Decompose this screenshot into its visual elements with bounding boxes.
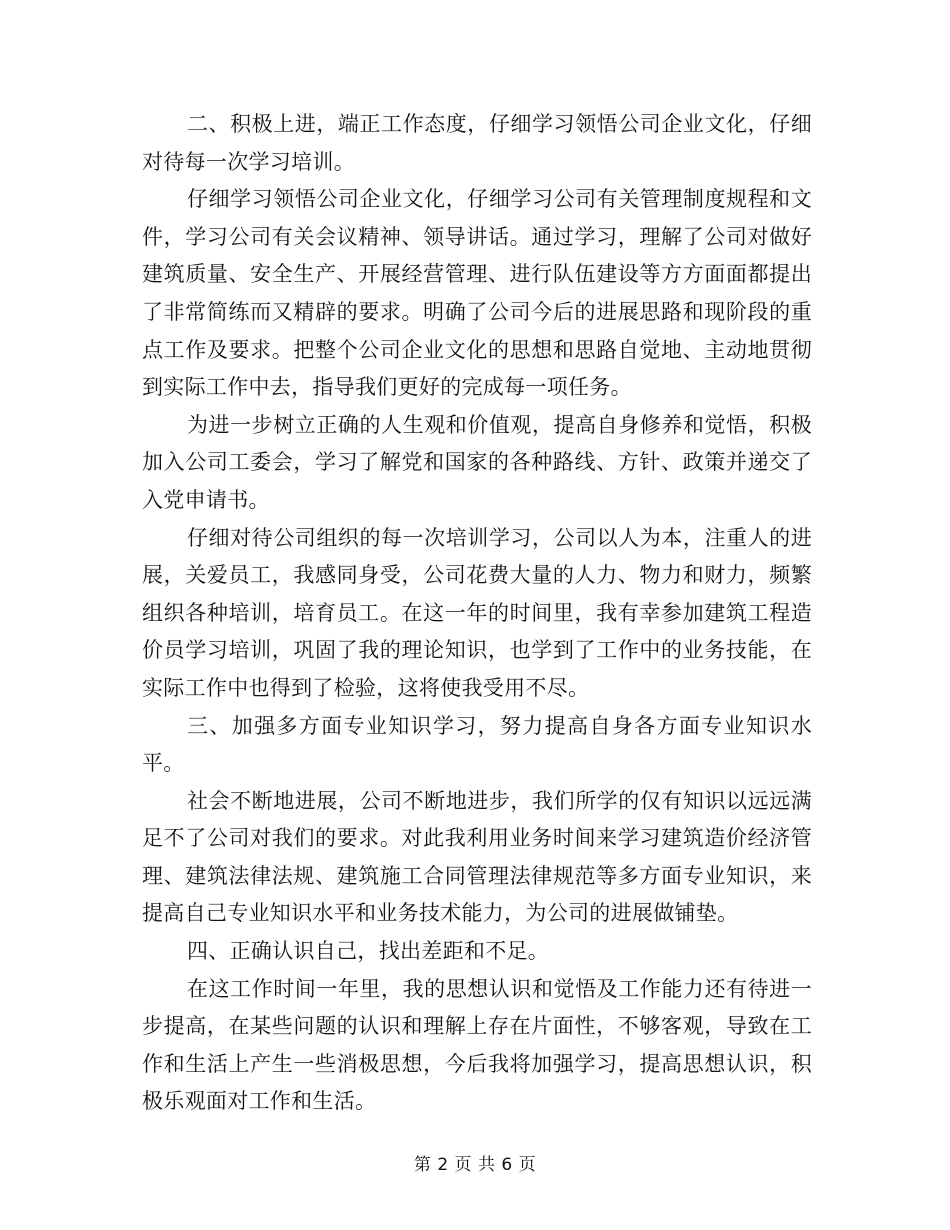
section-heading-4: 四、正确认识自己，找出差距和不足。	[187, 939, 550, 964]
section-heading-3: 三、加强多方面专业知识学习，努力提高自身各方面专业知识水平。	[142, 713, 812, 776]
document-body	[142, 106, 812, 1121]
body-paragraph: 在这工作时间一年里，我的思想认识和觉悟及工作能力还有待进一步提高，在某些问题的认识和理解上存在片面性，不够客观，导致在工作和生活上产生一些消极思想，今后我将加强学习，提高思想认识，积极乐观面对工作和生活。	[142, 976, 812, 1114]
body-paragraph: 为进一步树立正确的人生观和价值观，提高自身修养和觉悟，积极加入公司工委会，学习了解党和国家的各种路线、方针、政策并递交了入党申请书。	[142, 412, 812, 512]
section-heading-2: 二、积极上进，端正工作态度，仔细学习领悟公司企业文化，仔细对待每一次学习培训。	[142, 112, 812, 174]
body-paragraph: 仔细对待公司组织的每一次培训学习，公司以人为本，注重人的进展，关爱员工，我感同身受，公司花费大量的人力、物力和财力，频繁组织各种培训，培育员工。在这一年的时间里，我有幸参加建筑工程造价员学习培训，巩固了我的理论知识，也学到了工作中的业务技能，在实际工作中也得到了检验，这将使我受用不尽。	[142, 525, 812, 700]
body-paragraph: 社会不断地进展，公司不断地进步，我们所学的仅有知识以远远满足不了公司对我们的要求。对此我利用业务时间来学习建筑造价经济管理、建筑法律法规、建筑施工合同管理法律规范等多方面专业知识，来提高自己专业知识水平和业务技术能力，为公司的进展做铺垫。	[142, 788, 812, 926]
body-paragraph: 仔细学习领悟公司企业文化，仔细学习公司有关管理制度规程和文件，学习公司有关会议精神、领导讲话。通过学习，理解了公司对做好建筑质量、安全生产、开展经营管理、进行队伍建设等方方面面都提出了非常简练而又精辟的要求。明确了公司今后的进展思路和现阶段的重点工作及要求。把整个公司企业文化的思想和思路自觉地、主动地贯彻到实际工作中去，指导我们更好的完成每一项任务。	[142, 187, 812, 400]
page-number-footer: 第 2 页 共 6 页	[413, 1155, 537, 1175]
